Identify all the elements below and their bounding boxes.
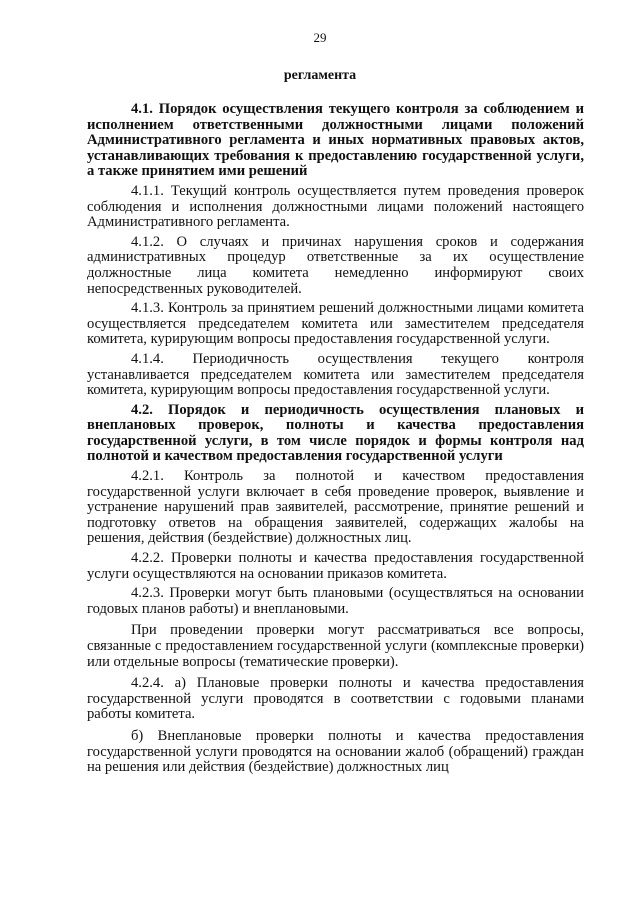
section-heading-4-1: 4.1. Порядок осуществления текущего контроля за соблюдением и исполнением ответственными должностными лицами положений Административного регламента и иных нормативных правовых актов, устанавливающих требования к предоставлению государственной услуги, а также принятием ими решений (87, 101, 584, 180)
paragraph-4-2-3-continued: При проведении проверки могут рассматриваться все вопросы, связанные с предоставлением государственной услуги (комплексные проверки) или отдельные вопросы (тематические проверки). (87, 622, 584, 670)
paragraph-4-2-4-b: б) Внеплановые проверки полноты и качества предоставления государственной услуги проводятся на основании жалоб (обращений) граждан на решения или действия (бездействие) должностных лиц (87, 727, 584, 776)
paragraph-4-1-1: 4.1.1. Текущий контроль осуществляется путем проведения проверок соблюдения и исполнения должностными лицами положений настоящего Административного регламента. (87, 182, 584, 231)
paragraph-4-2-2: 4.2.2. Проверки полноты и качества предоставления государственной услуги осуществляются на основании приказов комитета. (87, 550, 584, 582)
paragraph-4-1-4: 4.1.4. Периодичность осуществления текущего контроля устанавливается председателем комитета или заместителем председателя комитета, курирующим вопросы предоставления государственной услуги. (87, 350, 584, 399)
paragraph-4-1-2: 4.1.2. О случаях и причинах нарушения сроков и содержания административных процедур ответственные за их осуществление должностные лица комитета немедленно информируют своих непосредственных руководителей. (87, 233, 584, 297)
paragraph-4-2-1: 4.2.1. Контроль за полнотой и качеством предоставления государственной услуги включает в себя проведение проверок, выявление и устранение нарушений прав заявителей, рассмотрение, принятие решений и подготовку ответов на обращения заявителей, содержащих жалобы на решения, действия (бездействие) должностных лиц. (87, 468, 584, 547)
page-number: 29 (313, 30, 327, 45)
section-heading-4-2: 4.2. Порядок и периодичность осуществления плановых и внеплановых проверок, полноты и качества предоставления государственной услуги, в том числе порядок и формы контроля над полнотой и качеством предоставления государственной услуги (87, 401, 584, 465)
paragraph-4-2-3: 4.2.3. Проверки могут быть плановыми (осуществляться на основании годовых планов работы) и внеплановыми. (87, 585, 584, 617)
paragraph-4-1-3: 4.1.3. Контроль за принятием решений должностными лицами комитета осуществляется председателем комитета или заместителем председателя комитета, курирующим вопросы предоставления государственной услуги. (87, 300, 584, 348)
document-body (87, 102, 584, 780)
paragraph-4-2-4-a: 4.2.4. а) Плановые проверки полноты и качества предоставления государственной услуги проводятся в соответствии с годовыми планами работы комитета. (87, 675, 584, 723)
top-fragment: регламента (283, 68, 357, 83)
